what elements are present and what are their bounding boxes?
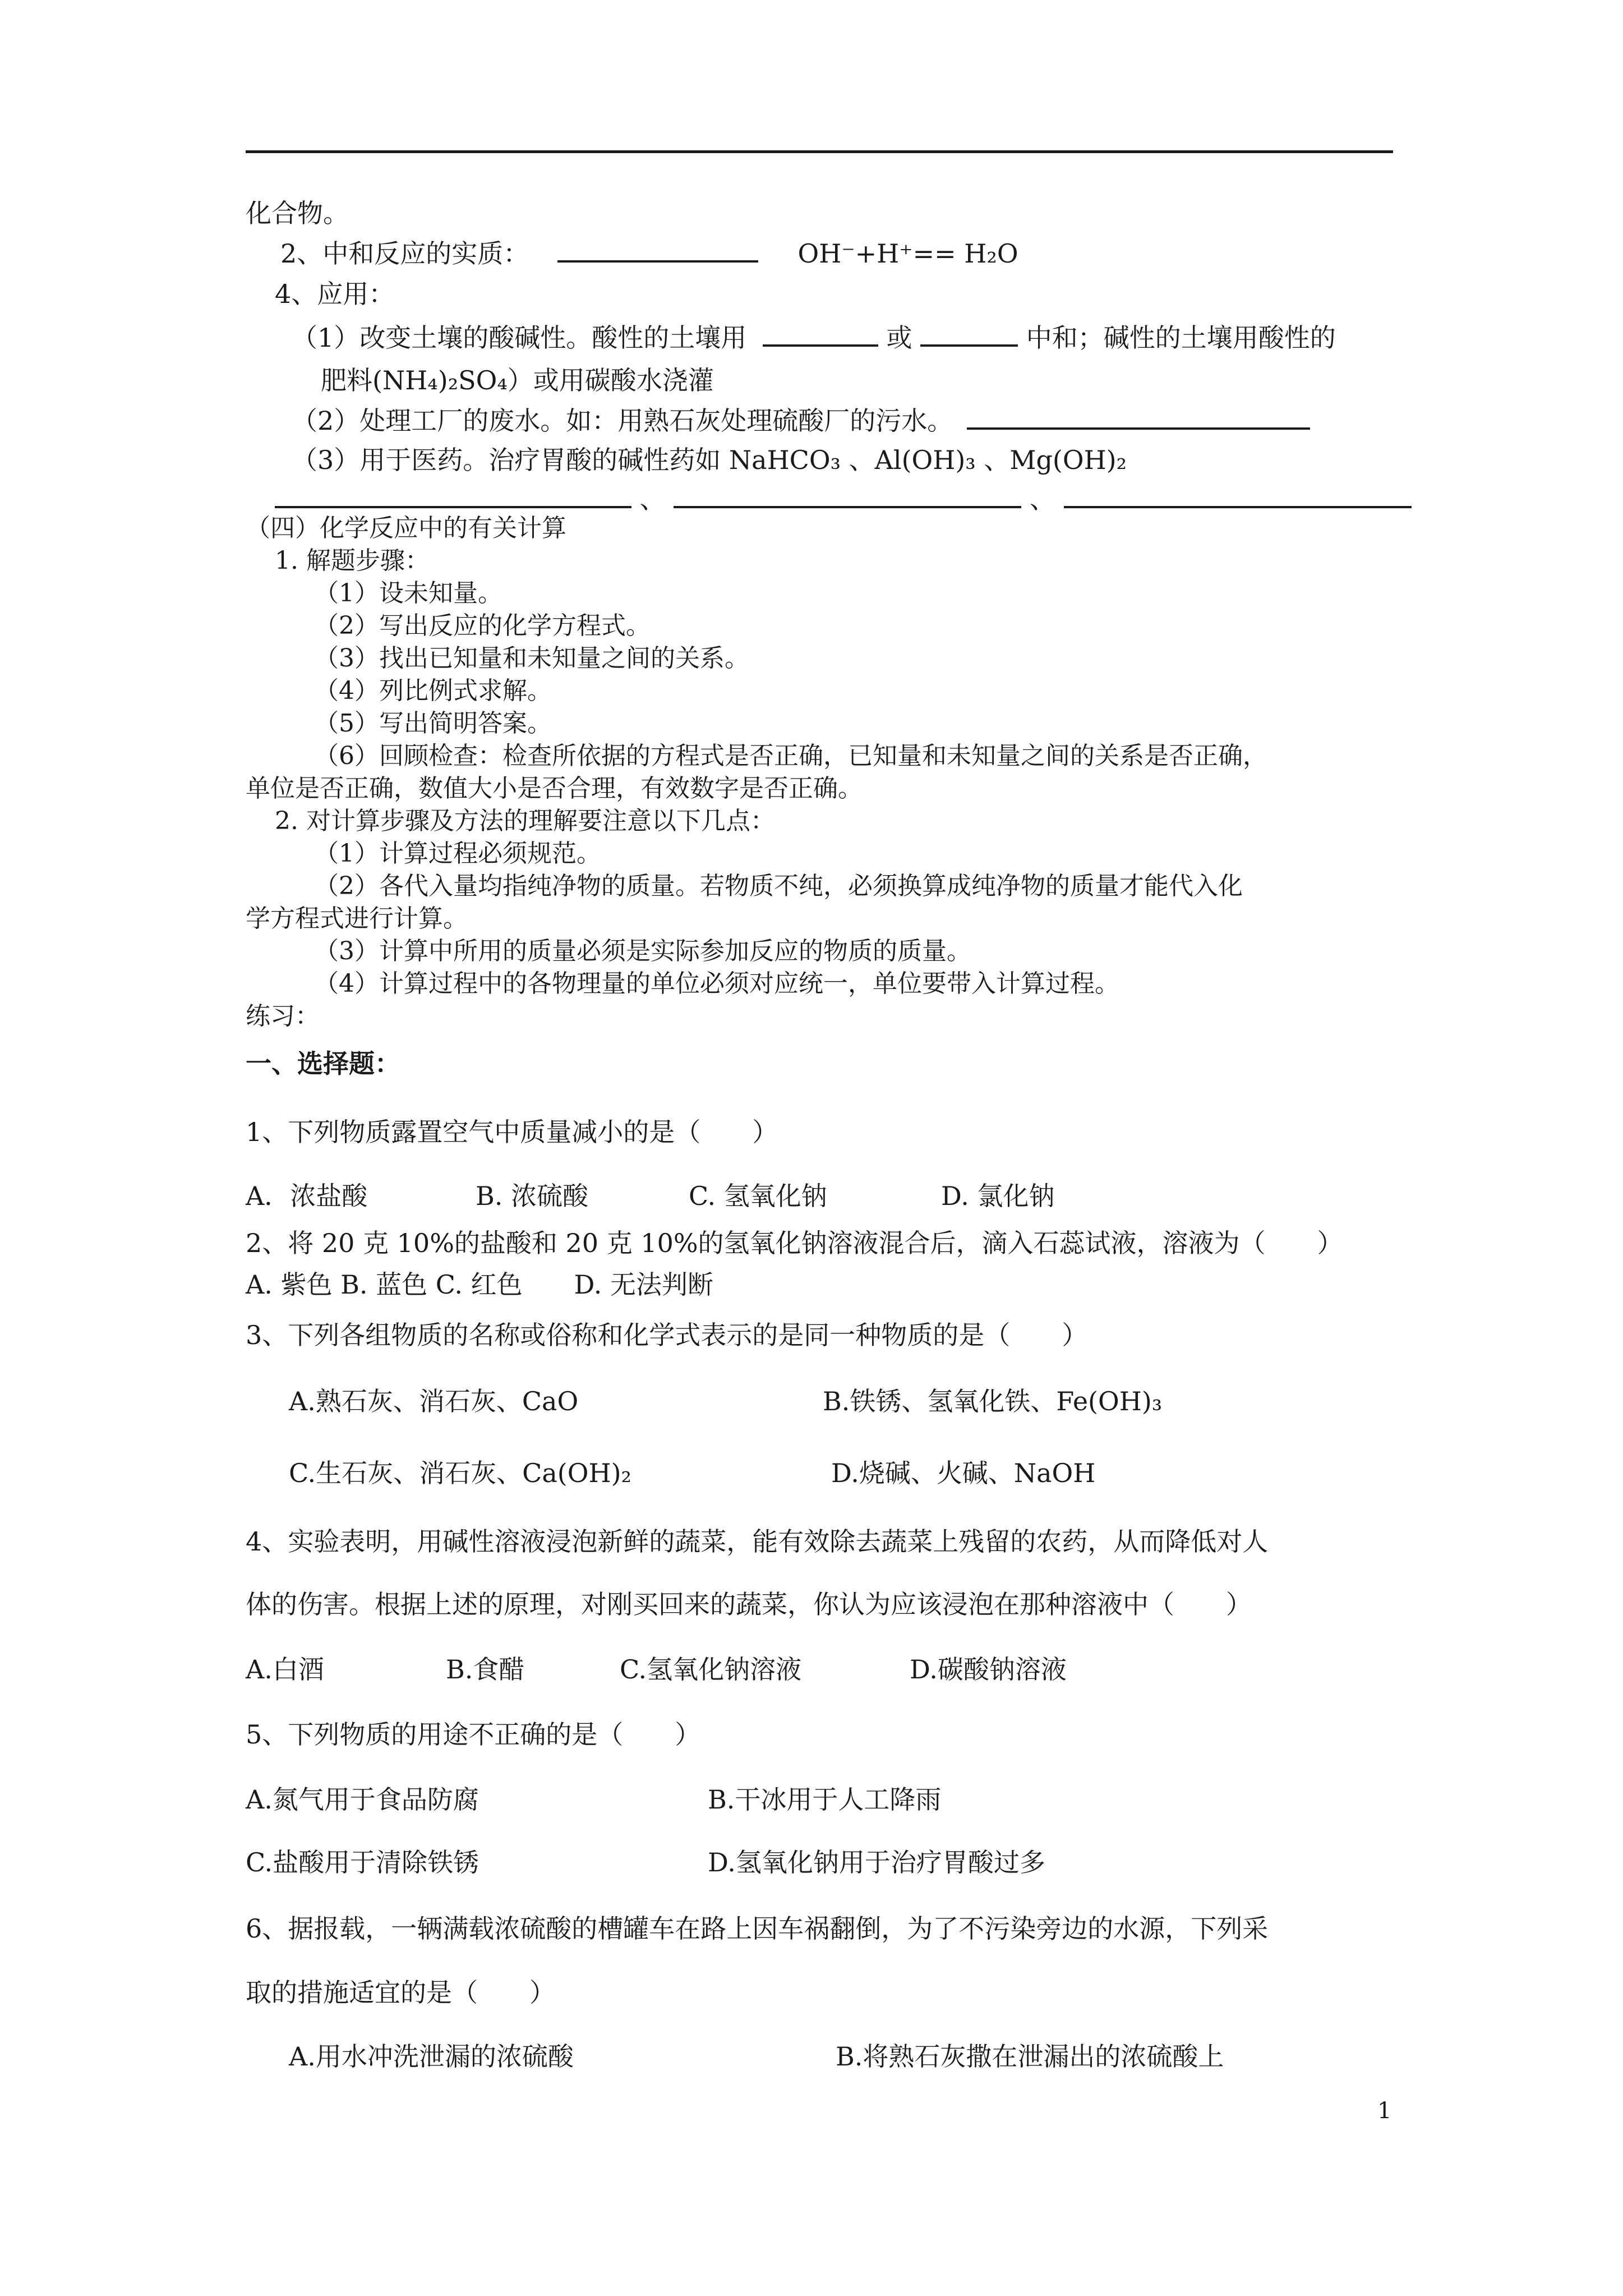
text-line: （2）各代入量均指纯净物的质量。若物质不纯，必须换算成纯净物的质量才能代入化 xyxy=(314,872,1243,900)
option-c: C.盐酸用于清除铁锈 xyxy=(246,1847,479,1878)
text-span: （1）改变土壤的酸碱性。酸性的土壤用 xyxy=(292,323,747,353)
question-5: 5、下列物质的用途不正确的是（ ） xyxy=(246,1719,701,1750)
exercise-heading: 一、选择题： xyxy=(246,1048,400,1079)
option-line xyxy=(246,1654,1067,1685)
text-line: 4、应用： xyxy=(275,279,395,309)
answer-blank xyxy=(967,405,1310,430)
separator: 、 xyxy=(639,484,666,514)
option-c: C. 氢氧化钠 xyxy=(689,1181,827,1211)
option-a: A.熟石灰、消石灰、CaO xyxy=(289,1386,579,1416)
option-a: A.氮气用于食品防腐 xyxy=(246,1784,479,1815)
option-b: B. 浓硫酸 xyxy=(476,1181,589,1211)
option-d: D.氢氧化钠用于治疗胃酸过多 xyxy=(708,1847,1045,1878)
answer-blank xyxy=(1064,484,1412,508)
text-line: 化合物。 xyxy=(246,198,349,228)
text-line xyxy=(292,405,1310,436)
text-line: （3）找出已知量和未知量之间的关系。 xyxy=(314,644,749,673)
option-b: B.食醋 xyxy=(446,1654,525,1685)
question-6: 6、据报载，一辆满载浓硫酸的槽罐车在路上因车祸翻倒，为了不污染旁边的水源，下列采 xyxy=(246,1913,1269,1944)
text-line: 单位是否正确，数值大小是否合理，有效数字是否正确。 xyxy=(246,774,863,803)
option-d: D. 氯化钠 xyxy=(941,1181,1055,1211)
text-span: 2、中和反应的实质： xyxy=(280,238,529,269)
text-line: （6）回顾检查：检查所依据的方程式是否正确，已知量和未知量之间的关系是否正确， xyxy=(314,742,1267,770)
option-a: A.用水冲洗泄漏的浓硫酸 xyxy=(289,2041,574,2072)
text-line: 2. 对计算步骤及方法的理解要注意以下几点： xyxy=(275,807,775,835)
text-line: （1）计算过程必须规范。 xyxy=(314,839,601,868)
text-span: 或 xyxy=(886,323,912,353)
header-rule xyxy=(246,150,1393,153)
section-heading: （四）化学反应中的有关计算 xyxy=(246,514,566,542)
answer-blank xyxy=(557,238,758,263)
option-c: C.生石灰、消石灰、Ca(OH)₂ xyxy=(289,1458,631,1488)
option-line xyxy=(246,1847,1045,1878)
text-line xyxy=(280,238,1018,269)
option-b: B.将熟石灰撒在泄漏出的浓硫酸上 xyxy=(836,2041,1224,2072)
question-3: 3、下列各组物质的名称或俗称和化学式表示的是同一种物质的是（ ） xyxy=(246,1320,1088,1350)
option-d: D.碳酸钠溶液 xyxy=(910,1654,1067,1685)
option-line: A. 紫色 B. 蓝色 C. 红色 D. 无法判断 xyxy=(246,1269,714,1300)
text-line: （4）计算过程中的各物理量的单位必须对应统一，单位要带入计算过程。 xyxy=(314,969,1119,998)
answer-blank xyxy=(275,484,631,508)
text-line: （2）写出反应的化学方程式。 xyxy=(314,611,651,640)
text-line: （4）列比例式求解。 xyxy=(314,677,552,705)
text-line: 练习： xyxy=(246,1002,320,1030)
option-b: B.干冰用于人工降雨 xyxy=(708,1784,942,1815)
question-4-cont: 体的伤害。根据上述的原理，对刚买回来的蔬菜，你认为应该浸泡在那种溶液中（ ） xyxy=(246,1589,1252,1619)
question-6-cont: 取的措施适宜的是（ ） xyxy=(246,1977,555,2008)
question-2: 2、将 20 克 10%的盐酸和 20 克 10%的氢氧化钠溶液混合后，滴入石蕊试液，溶液为（ ） xyxy=(246,1228,1343,1258)
text-line: 肥料(NH₄)₂SO₄）或用碳酸水浇灌 xyxy=(321,365,714,395)
question-1: 1、下列物质露置空气中质量减小的是（ ） xyxy=(246,1117,778,1147)
option-d: D.烧碱、火碱、NaOH xyxy=(831,1458,1096,1488)
question-4: 4、实验表明，用碱性溶液浸泡新鲜的蔬菜，能有效除去蔬菜上残留的农药，从而降低对人 xyxy=(246,1526,1269,1557)
text-line: （3）计算中所用的质量必须是实际参加反应的物质的质量。 xyxy=(314,937,971,965)
option-line xyxy=(289,1386,1163,1417)
text-span: 中和；碱性的土壤用酸性的 xyxy=(1026,323,1336,353)
option-line xyxy=(289,2041,1224,2072)
page-number: 1 xyxy=(1377,2098,1392,2124)
text-line: （5）写出简明答案。 xyxy=(314,709,552,738)
option-b: B.铁锈、氢氧化铁、Fe(OH)₃ xyxy=(823,1386,1163,1416)
equation: OH⁻+H⁺== H₂O xyxy=(797,238,1018,269)
option-a: A.白酒 xyxy=(246,1654,324,1685)
option-line xyxy=(289,1457,1096,1489)
option-c: C.氢氧化钠溶液 xyxy=(620,1654,802,1685)
text-line xyxy=(292,322,1336,353)
separator: 、 xyxy=(1029,484,1055,514)
text-line xyxy=(275,484,1412,515)
text-line: 1. 解题步骤： xyxy=(275,546,430,575)
text-line: 学方程式进行计算。 xyxy=(246,904,468,933)
text-line: （1）设未知量。 xyxy=(314,579,502,608)
option-line xyxy=(246,1784,942,1815)
answer-blank xyxy=(763,322,878,347)
text-line: （3）用于医药。治疗胃酸的碱性药如 NaHCO₃ 、Al(OH)₃ 、Mg(OH)₂ xyxy=(292,445,1127,475)
option-a: A．浓盐酸 xyxy=(246,1181,368,1211)
option-line xyxy=(246,1180,1055,1212)
answer-blank xyxy=(674,484,1021,508)
answer-blank xyxy=(920,322,1018,347)
text-span: （2）处理工厂的废水。如：用熟石灰处理硫酸厂的污水。 xyxy=(292,406,953,436)
